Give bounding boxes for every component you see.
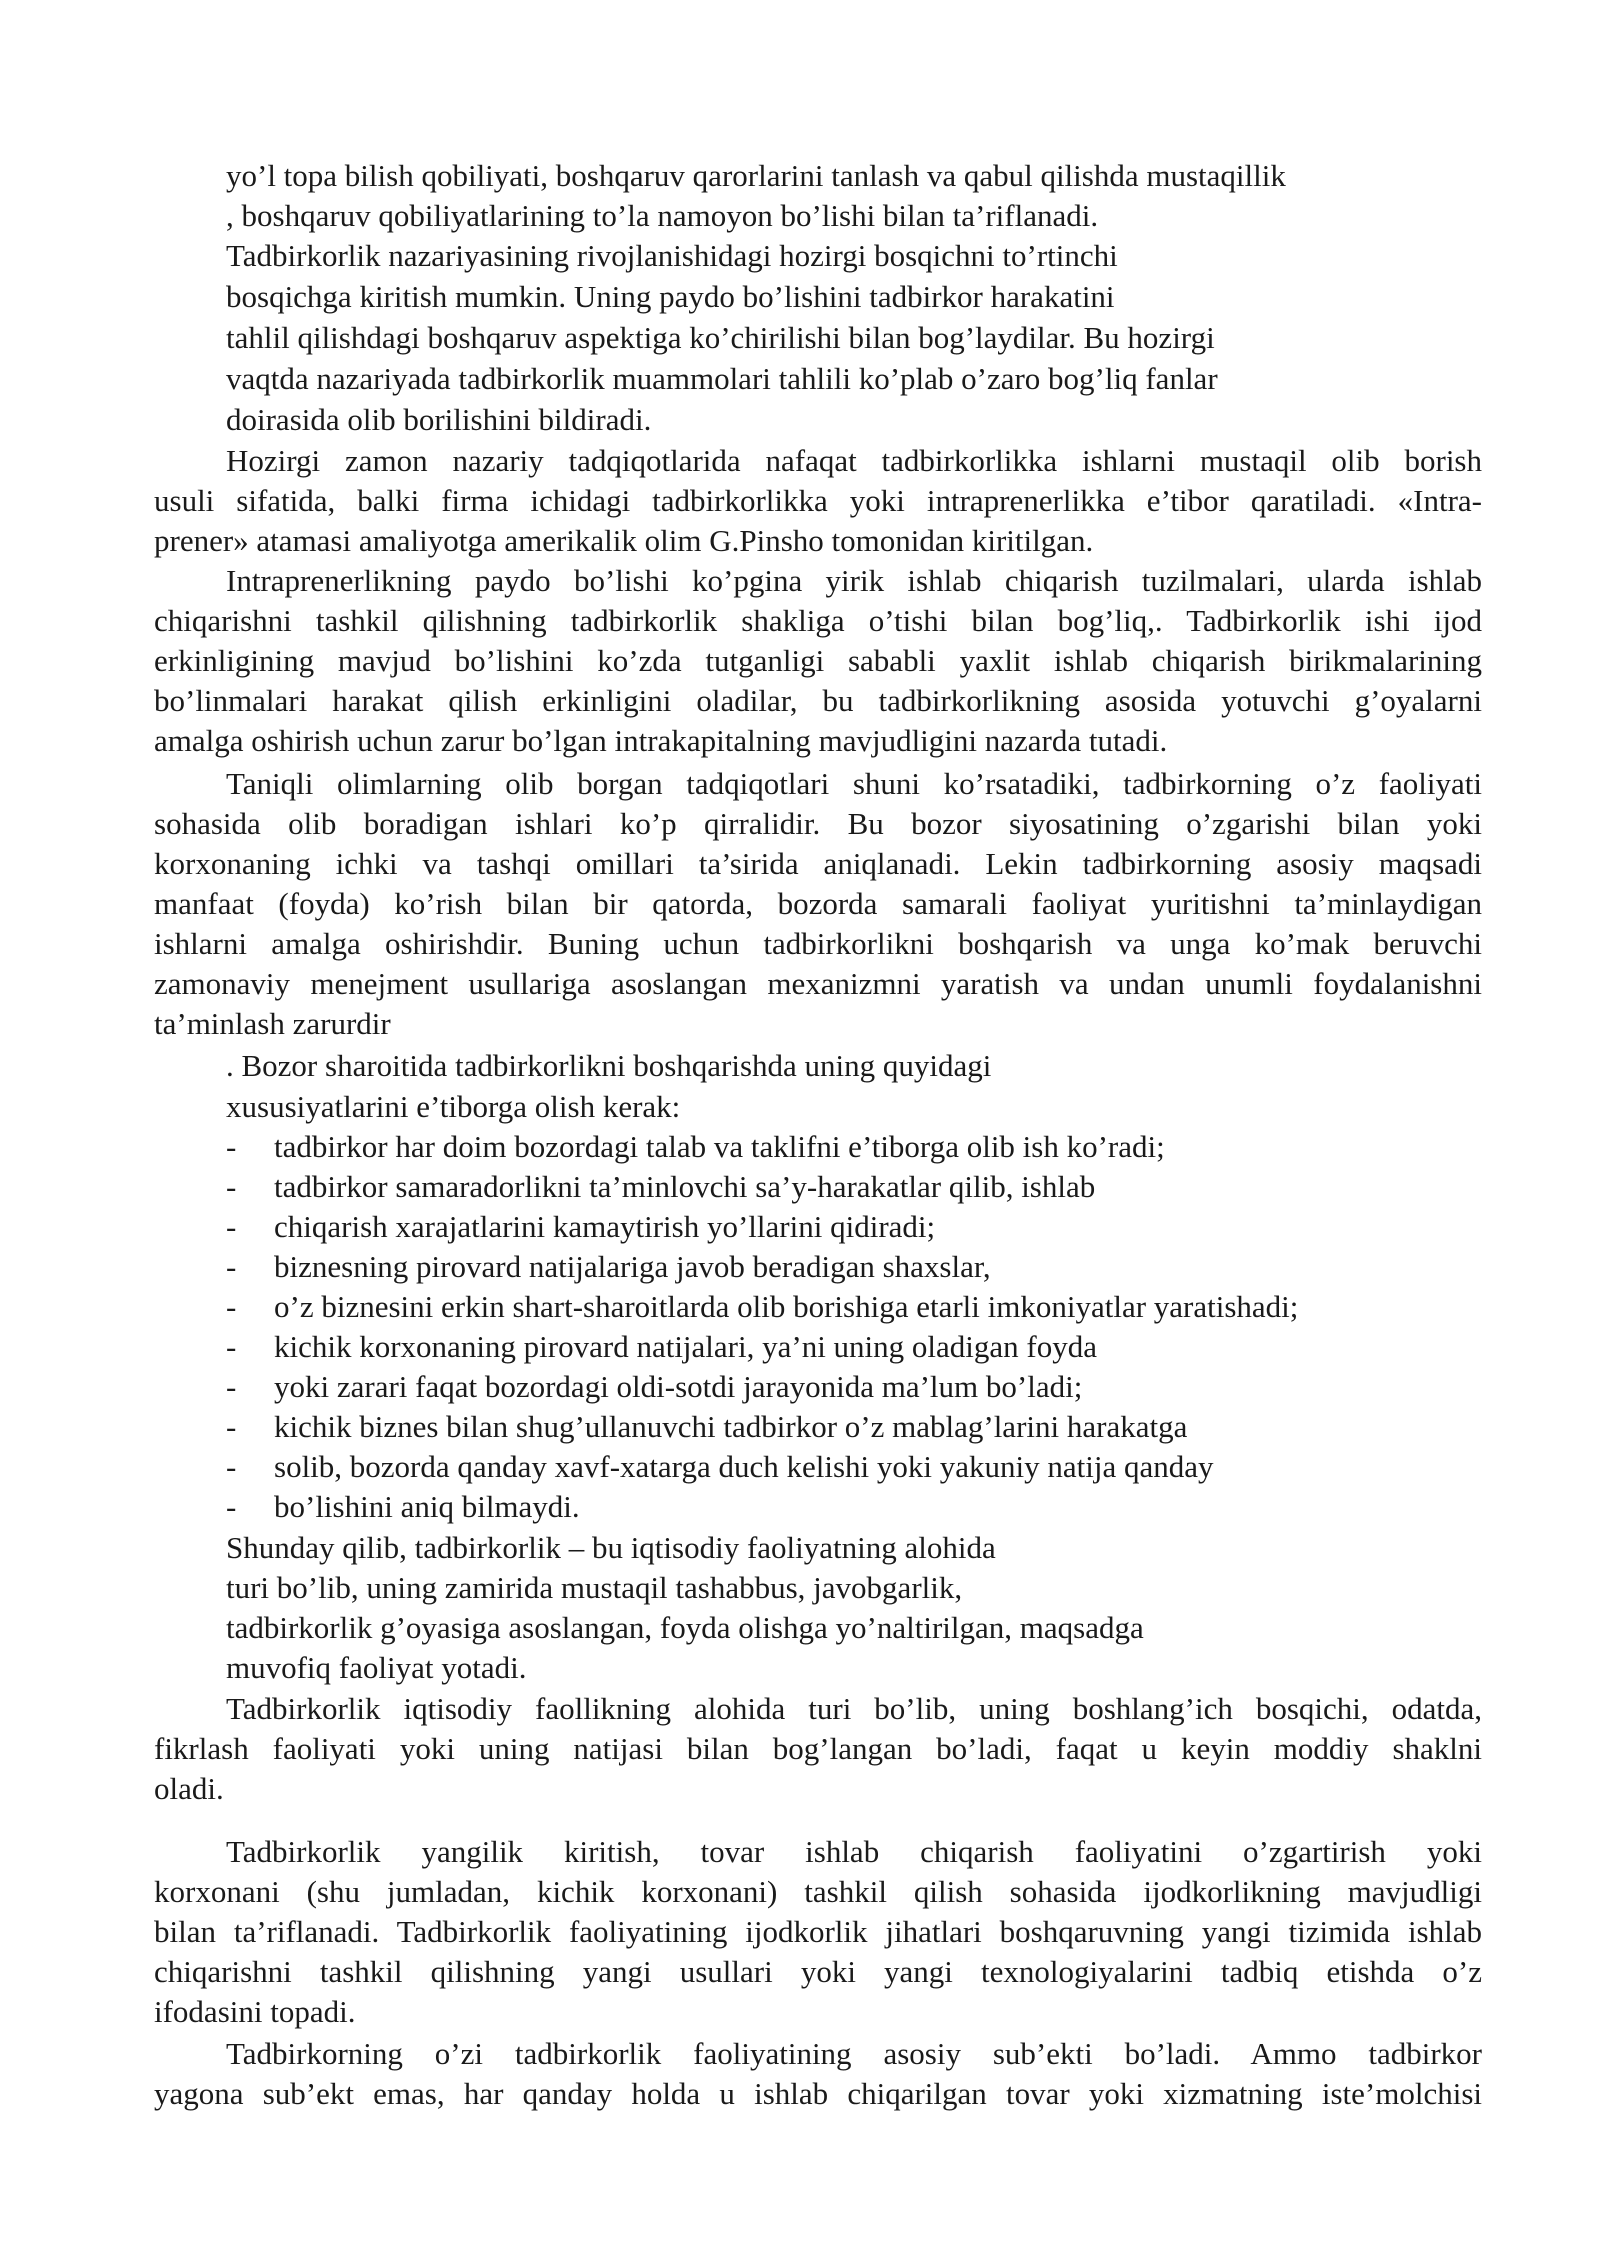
text-line: xususiyatlarini e’tiborga olish kerak:	[226, 1089, 681, 1124]
text-line: Shunday qilib, tadbirkorlik – bu iqtisodiy faoliyatning alohida	[226, 1530, 996, 1565]
paragraph-line-last: prener» atamasi amaliyotga amerikalik olim G.Pinsho tomonidan kiritilgan.	[154, 523, 1094, 558]
text-line: tahlil qilishdagi boshqaruv aspektiga ko’chirilishi bilan bog’laydilar. Bu hozirgi	[226, 320, 1215, 355]
text-line: bosqichga kiritish mumkin. Uning paydo bo’lishini tadbirkor harakatini	[226, 279, 1115, 314]
list-dash: -	[226, 1329, 237, 1364]
paragraph-line: Tadbirkorning o’zi tadbirkorlik faoliyatining asosiy sub’ekti bo’ladi. Ammo tadbirkor	[226, 2036, 1482, 2071]
paragraph-line: korxonani (shu jumladan, kichik korxonani) tashkil qilish sohasida ijodkorlikning mavjudligi	[154, 1874, 1482, 1909]
paragraph-line: zamonaviy menejment usullariga asoslangan mexanizmni yaratish va undan unumli foydalanishni	[154, 966, 1482, 1001]
list-item: solib, bozorda qanday xavf-xatarga duch kelishi yoki yakuniy natija qanday	[274, 1449, 1214, 1484]
paragraph-line-last: ifodasini topadi.	[154, 1994, 356, 2029]
paragraph-line: yagona sub’ekt emas, har qanday holda u ishlab chiqarilgan tovar yoki xizmatning iste’molchisi	[154, 2076, 1482, 2111]
text-line: . Bozor sharoitida tadbirkorlikni boshqarishda uning quyidagi	[226, 1048, 992, 1083]
paragraph-line: fikrlash faoliyati yoki uning natijasi bilan bog’langan bo’ladi, faqat u keyin moddiy shaklni	[154, 1731, 1482, 1766]
paragraph-line-last: oladi.	[154, 1771, 224, 1806]
paragraph-line: ishlarni amalga oshirishdir. Buning uchun tadbirkorlikni boshqarish va unga ko’mak beruvchi	[154, 926, 1482, 961]
list-item: tadbirkor samaradorlikni ta’minlovchi sa’y-harakatlar qilib, ishlab	[274, 1169, 1096, 1204]
list-item: kichik korxonaning pirovard natijalari, ya’ni uning oladigan foyda	[274, 1329, 1097, 1364]
paragraph-line: sohasida olib boradigan ishlari ko’p qirralidir. Bu bozor siyosatining o’zgarishi bilan yoki	[154, 806, 1482, 841]
list-dash: -	[226, 1209, 237, 1244]
paragraph-line: bilan ta’riflanadi. Tadbirkorlik faoliyatining ijodkorlik jihatlari boshqaruvning yangi tizimida ishlab	[154, 1914, 1482, 1949]
paragraph-line: bo’linmalari harakat qilish erkinligini oladilar, bu tadbirkorlikning asosida yotuvchi g’oyalarni	[154, 683, 1482, 718]
list-item: tadbirkor har doim bozordagi talab va taklifni e’tiborga olib ish ko’radi;	[274, 1129, 1165, 1164]
list-item: yoki zarari faqat bozordagi oldi-sotdi jarayonida ma’lum bo’ladi;	[274, 1369, 1083, 1404]
list-dash: -	[226, 1369, 237, 1404]
list-item: chiqarish xarajatlarini kamaytirish yo’llarini qidiradi;	[274, 1209, 936, 1244]
text-line: yo’l topa bilish qobiliyati, boshqaruv qarorlarini tanlash va qabul qilishda mustaqillik	[226, 158, 1286, 193]
text-line: , boshqaruv qobiliyatlarining to’la namoyon bo’lishi bilan ta’riflanadi.	[226, 198, 1099, 233]
text-line: turi bo’lib, uning zamirida mustaqil tashabbus, javobgarlik,	[226, 1570, 963, 1605]
text-line: doirasida olib borilishini bildiradi.	[226, 402, 652, 437]
paragraph-line: korxonaning ichki va tashqi omillari ta’sirida aniqlanadi. Lekin tadbirkorning asosiy maqsadi	[154, 846, 1482, 881]
paragraph-line: usuli sifatida, balki firma ichidagi tadbirkorlikka yoki intraprenerlikka e’tibor qaratiladi. «Intra-	[154, 483, 1482, 518]
list-dash: -	[226, 1449, 237, 1484]
list-item: biznesning pirovard natijalariga javob beradigan shaxslar,	[274, 1249, 991, 1284]
paragraph-line-last: ta’minlash zarurdir	[154, 1006, 391, 1041]
paragraph-line-last: amalga oshirish uchun zarur bo’lgan intrakapitalning mavjudligini nazarda tutadi.	[154, 723, 1168, 758]
list-dash: -	[226, 1289, 237, 1324]
text-line: muvofiq faoliyat yotadi.	[226, 1650, 527, 1685]
paragraph-line: Tadbirkorlik yangilik kiritish, tovar ishlab chiqarish faoliyatini o’zgartirish yoki	[226, 1834, 1482, 1869]
list-item: kichik biznes bilan shug’ullanuvchi tadbirkor o’z mablag’larini harakatga	[274, 1409, 1188, 1444]
paragraph-line: Tadbirkorlik iqtisodiy faollikning alohida turi bo’lib, uning boshlang’ich bosqichi, odatda,	[226, 1691, 1482, 1726]
list-dash: -	[226, 1409, 237, 1444]
list-dash: -	[226, 1169, 237, 1204]
paragraph-line: manfaat (foyda) ko’rish bilan bir qatorda, bozorda samarali faoliyat yuritishni ta’minlaydigan	[154, 886, 1482, 921]
list-item: bo’lishini aniq bilmaydi.	[274, 1489, 580, 1524]
paragraph-line: chiqarishni tashkil qilishning tadbirkorlik shakliga o’tishi bilan bog’liq,. Tadbirkorlik ishi ijod	[154, 603, 1482, 638]
text-line: Tadbirkorlik nazariyasining rivojlanishidagi hozirgi bosqichni to’rtinchi	[226, 238, 1118, 273]
list-dash: -	[226, 1129, 237, 1164]
paragraph-line: Hozirgi zamon nazariy tadqiqotlarida nafaqat tadbirkorlikka ishlarni mustaqil olib borish	[226, 443, 1482, 478]
paragraph-line: chiqarishni tashkil qilishning yangi usullari yoki yangi texnologiyalarini tadbiq etishda o’z	[154, 1954, 1482, 1989]
text-line: tadbirkorlik g’oyasiga asoslangan, foyda olishga yo’naltirilgan, maqsadga	[226, 1610, 1144, 1645]
paragraph-line: erkinligining mavjud bo’lishini ko’zda tutganligi sababli yaxlit ishlab chiqarish birikmalarining	[154, 643, 1482, 678]
paragraph-line: Intraprenerlikning paydo bo’lishi ko’pgina yirik ishlab chiqarish tuzilmalari, ularda ishlab	[226, 563, 1482, 598]
list-dash: -	[226, 1489, 237, 1524]
paragraph-line: Taniqli olimlarning olib borgan tadqiqotlari shuni ko’rsatadiki, tadbirkorning o’z faoliyati	[226, 766, 1482, 801]
text-line: vaqtda nazariyada tadbirkorlik muammolari tahlili ko’plab o’zaro bog’liq fanlar	[226, 361, 1218, 396]
list-item: o’z biznesini erkin shart-sharoitlarda olib borishiga etarli imkoniyatlar yaratishadi;	[274, 1289, 1299, 1324]
list-dash: -	[226, 1249, 237, 1284]
